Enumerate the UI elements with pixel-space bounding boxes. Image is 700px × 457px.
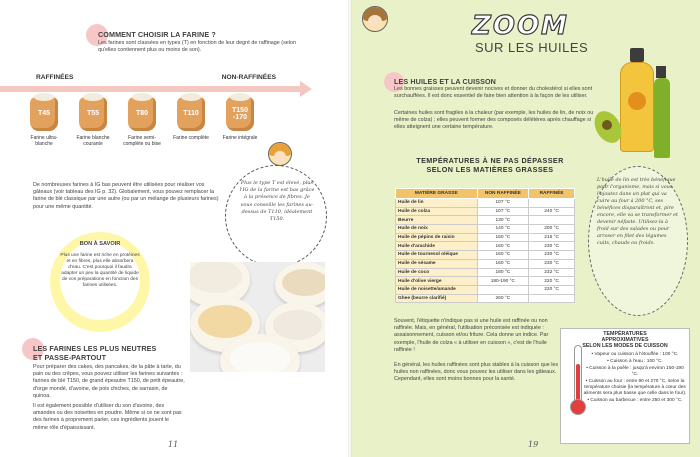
- section2-paragraph1: Pour préparer des cakes, des pancakes, de la pâte à tarte, du pain ou des crêpes, vous pouvez utiliser les farines suivantes : farines de blé T150, de grand épeautre T150, de petit épeautre, d'orge mondé, d'avoine, de pois chiches, de sarrasin, de quinoa.: [33, 364, 185, 399]
- oil-paragraph2: Certaines huiles sont fragiles à la chaleur (par exemple, les huiles de lin, de noix ou même de colza) ; elles peuvent former des composés délétères après chauffage si elles atteignent une certaine température.: [394, 110, 594, 131]
- section2-title-line2: ET PASSE-PARTOUT: [33, 353, 107, 362]
- table-header-row: [396, 189, 575, 199]
- page-fold: [348, 0, 352, 457]
- table-row: [396, 216, 575, 225]
- refined-temp: 220 °C: [529, 277, 575, 286]
- flour-type-label: Farine intégrale: [222, 135, 258, 141]
- table-row: [396, 207, 575, 216]
- page-number: 11: [168, 440, 179, 449]
- flour-type-item: [71, 97, 115, 147]
- scale-right-label: NON-RAFFINÉES: [221, 74, 276, 81]
- unrefined-temp: 140 °C: [477, 225, 529, 234]
- zoom-subtitle: SUR LES HUILES: [475, 40, 589, 55]
- oil-name: Huile de noix: [396, 225, 478, 234]
- section2-paragraph2: Il est également possible d'utiliser du son d'avoine, des amandes ou des noisettes en poudre. Même si ce ne sont pas des farines à proprement parler, ces ingrédients jouent le même rôle d'épaississant.: [33, 403, 182, 431]
- refined-temp: 230 °C: [529, 251, 575, 260]
- flour-sack-icon: [79, 97, 107, 131]
- unrefined-temp: 107 °C: [477, 207, 529, 216]
- column-header: MATIÈRE GRASSE: [396, 189, 478, 199]
- flour-sack-icon: [30, 97, 58, 131]
- unrefined-temp: 107 °C: [477, 199, 529, 208]
- oil-name: Huile d'olive vierge: [396, 277, 478, 286]
- table-row: [396, 225, 575, 234]
- scale-arrow: [0, 86, 300, 92]
- cooking-title-line3: SELON LES MODES DE CUISSON: [582, 343, 668, 350]
- oil-name: Huile de colza: [396, 207, 478, 216]
- refined-temp: 200 °C: [529, 225, 575, 234]
- refined-temp: 216 °C: [529, 233, 575, 242]
- flour-bowls-photo: [190, 262, 325, 372]
- flour-type-code: T80: [135, 110, 149, 117]
- good-to-know-title: BON À SAVOIR: [79, 241, 121, 247]
- cooking-mode-line: • Vapeur ou cuisson à l'étouffée : 100 °C.: [591, 351, 679, 357]
- cooking-mode-line: • Cuisson au barbecue : entre 250 et 300 °C.: [587, 397, 683, 403]
- flour-bowl: [275, 262, 325, 307]
- oil-name: Huile de sésame: [396, 259, 478, 268]
- flour-type-item: [22, 97, 66, 147]
- flour-intro: Les farines sont classées en types (T) en fonction de leur degré de raffinage (selon qu'elles contiennent plus ou moins de son).: [98, 40, 296, 54]
- table-row: [396, 285, 575, 294]
- flour-type-label: Farine ultra-blanche: [30, 135, 58, 147]
- refined-temp: 232 °C: [529, 268, 575, 277]
- column-header: RAFFINÉE: [529, 189, 575, 199]
- oil-name: Huile de noisette/amande: [396, 285, 478, 294]
- flour-type-item: [218, 97, 262, 147]
- temperature-table-heading: [410, 156, 570, 174]
- flour-type-code: T110: [183, 110, 199, 117]
- flour-type-label: Farine blanche courante: [76, 135, 110, 147]
- good-to-know-text: Plus une farine est riche en protéines et en fibres, plus elle absorbera d'eau. C'est pourquoi il faudra adapter un peu la quantité de liquide de vos préparations en fonction des farines utilisées.: [60, 253, 140, 288]
- thermometer-icon: [574, 345, 582, 405]
- flour-type-code: T150 -170: [232, 107, 248, 121]
- table-row: [396, 294, 575, 303]
- unrefined-temp: 160 °C: [477, 259, 529, 268]
- flour-type-item: [169, 97, 213, 147]
- flour-type-code: T55: [86, 110, 100, 117]
- column-header: NON RAFFINÉE: [477, 189, 529, 199]
- ig-paragraph: De nombreuses farines à IG bas peuvent être utilisées pour réaliser vos gâteaux (voir tableau des IG p. 32). Globalement, vous pouvez remplacer la farine de blé classique par une autre (ou par un mélange de plusieurs farines) pour une même quantité.: [33, 182, 219, 210]
- label-paragraph: Souvent, l'étiquette n'indique pas si une huile est raffinée ou non raffinée. Mais, en général, l'utilisation préconisée est indiquée : assaisonnement, cuisson et/ou friture. Cela donne un indice. Par exemple, l'huile de colza « à utiliser en cuisson », c'est de l'huile raffinée !: [394, 318, 549, 353]
- author-avatar-icon: [268, 142, 292, 166]
- section2-title-line1: LES FARINES LES PLUS NEUTRES: [33, 344, 157, 353]
- refined-paragraph: En général, les huiles raffinées sont plus stables à la cuisson que les huiles non raffinées, donc vous pouvez les utiliser dans les gâteaux. Cependant, elles sont moins bonnes pour la santé.: [394, 362, 559, 383]
- table-row: [396, 242, 575, 251]
- flour-types: [22, 97, 262, 147]
- cooking-mode-line: • Cuisson à la poêle : jusqu'à environ 150-190 °C.: [586, 365, 684, 377]
- temp-heading-line2: SELON LES MATIÈRES GRASSES: [426, 165, 554, 174]
- page-number: 19: [528, 440, 539, 449]
- oil-name: Huile de tournesol oléique: [396, 251, 478, 260]
- oil-paragraph1: Les bonnes graisses peuvent devenir nocives et donner du cholestérol si elles sont surchauffées. Il est donc essentiel de faire bien attention à la façon de les utiliser.: [394, 86, 593, 100]
- thermometer-bulb-icon: [570, 399, 586, 415]
- refined-temp: 230 °C: [529, 242, 575, 251]
- unrefined-temp: 150 °C: [477, 233, 529, 242]
- oil-name: Huile de lin: [396, 199, 478, 208]
- unrefined-temp: 160 °C: [477, 242, 529, 251]
- author-tip-bubble: Plus le type T est élevé, plus l'IG de la farine est bas grâce à la présence de fibres. Je vous conseille les farines au-dessus de T110, idéalement T150.: [225, 165, 327, 267]
- unrefined-temp: 180 °C: [477, 268, 529, 277]
- table-row: [396, 251, 575, 260]
- refined-temp: 240 °C: [529, 207, 575, 216]
- zoom-title: ZOOM: [472, 11, 569, 41]
- table-row: [396, 268, 575, 277]
- cooking-mode-line: • Cuisson à l'eau : 100 °C.: [607, 358, 663, 364]
- table-row: [396, 259, 575, 268]
- scale-left-label: RAFFINÉES: [36, 74, 74, 81]
- flour-sack-icon: [177, 97, 205, 131]
- unrefined-temp: 130 °C: [477, 216, 529, 225]
- oil-section-title: LES HUILES ET LA CUISSON: [394, 77, 496, 86]
- flour-type-label: Farine semi-complète ou bise: [123, 135, 161, 147]
- flour-type-label: Farine complète: [173, 135, 209, 141]
- table-row: [396, 277, 575, 286]
- oil-name: Huile d'arachide: [396, 242, 478, 251]
- unrefined-temp: 180-190 °C: [477, 277, 529, 286]
- cooking-mode-line: • Cuisson au four : entre 90 et 270 °C, selon la température choisie (la température à cœur des aliments sera plus basse que celle dans le four).: [583, 378, 687, 396]
- table-row: [396, 199, 575, 208]
- table-row: [396, 233, 575, 242]
- refined-temp: 220 °C: [529, 285, 575, 294]
- cooking-title-line1: TEMPÉRATURES: [603, 331, 647, 337]
- unrefined-temp: 260 °C: [477, 294, 529, 303]
- oil-name: Huile de coco: [396, 268, 478, 277]
- flour-sack-icon: [128, 97, 156, 131]
- temp-heading-line1: TEMPÉRATURES À NE PAS DÉPASSER: [416, 156, 564, 165]
- oil-bottles-illustration: [610, 44, 700, 164]
- oil-temperature-table: [395, 188, 575, 303]
- arrow-head-icon: [300, 81, 312, 97]
- refined-temp: [529, 294, 575, 303]
- flour-type-item: [120, 97, 164, 147]
- cooking-title-line2: APPROXIMATIVES: [601, 337, 649, 344]
- unrefined-temp: [477, 285, 529, 294]
- author-detective-avatar-icon: [362, 6, 388, 32]
- refined-temp: 230 °C: [529, 259, 575, 268]
- flour-type-code: T45: [37, 110, 51, 117]
- linseed-tip-bubble: L'huile de lin est très bénéfique pour l'organisme, mais si vous l'ajoutez dans un plat qui va cuire au four à 200 °C, ses bénéfices disparaîtront et, pire encore, elle va se transformer et devenir néfaste. Utilisez-la à froid sur des salades ou pour arroser en filet des légumes cuits, chauds ou froids.: [588, 166, 688, 316]
- flour-title: COMMENT CHOISIR LA FARINE ?: [98, 30, 216, 39]
- oil-name: Huile de pépins de raisin: [396, 233, 478, 242]
- refined-temp: [529, 199, 575, 208]
- oil-name: Ghee (beurre clarifié): [396, 294, 478, 303]
- oil-name: Beurre: [396, 216, 478, 225]
- refined-temp: [529, 216, 575, 225]
- flour-sack-icon: [226, 97, 254, 131]
- unrefined-temp: 160 °C: [477, 251, 529, 260]
